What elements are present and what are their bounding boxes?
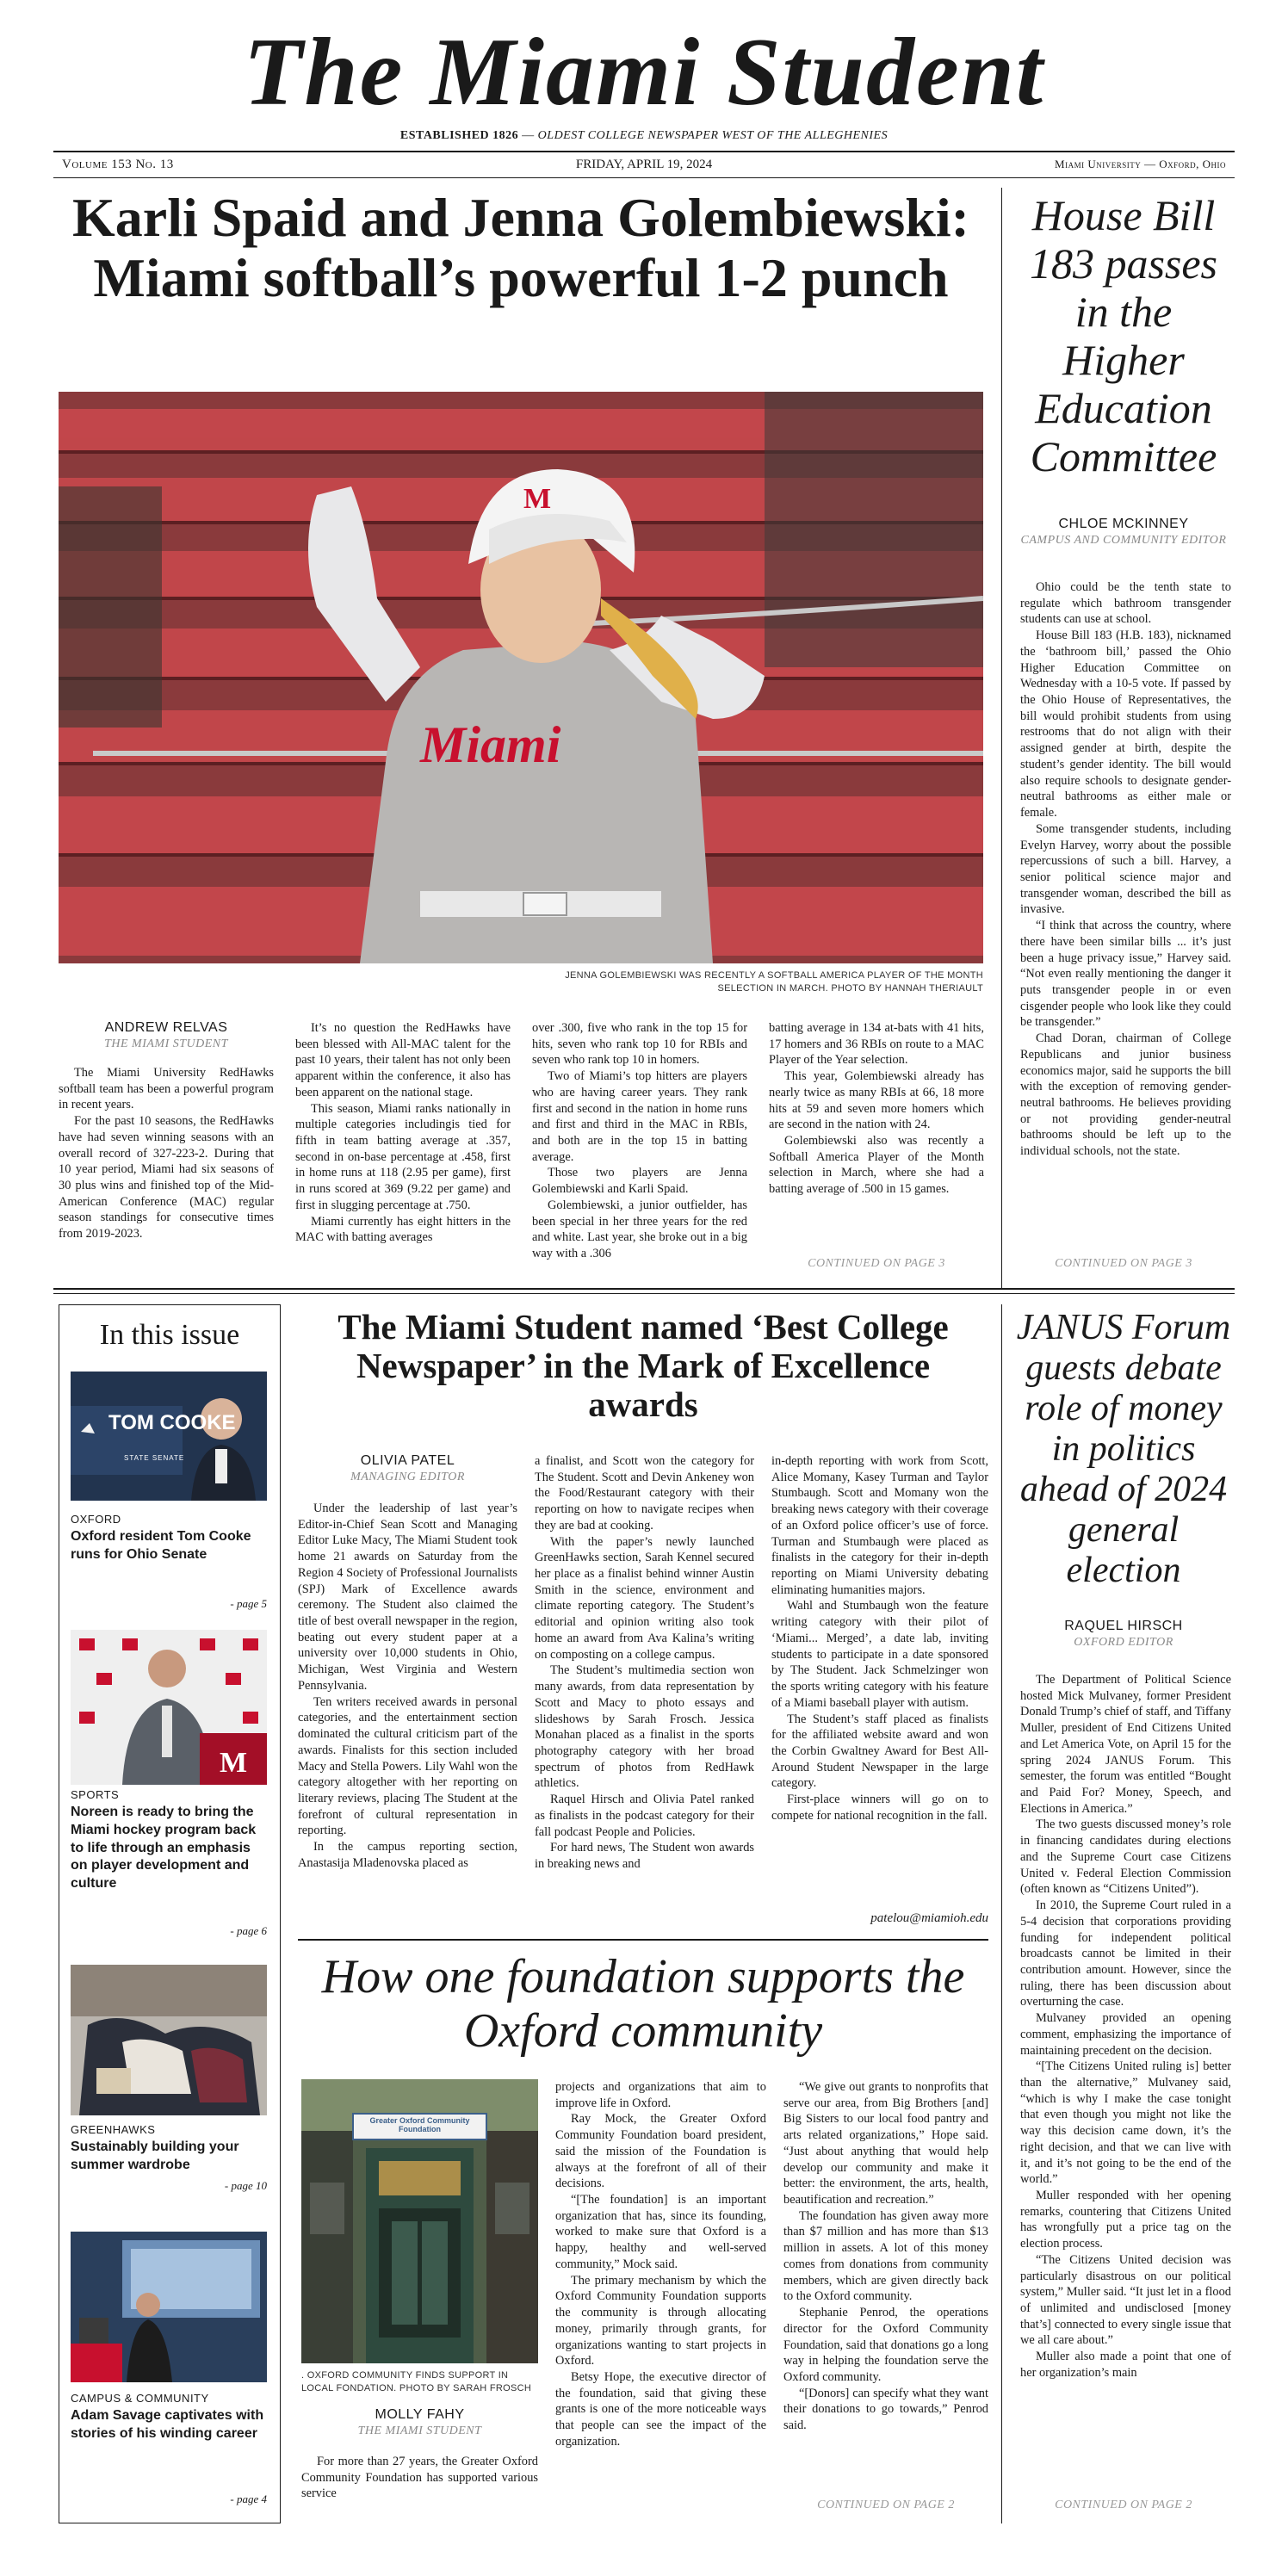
- foundation-caption: . OXFORD COMMUNITY FINDS SUPPORT IN LOCAL FONDATION. PHOTO BY SARAH FROSCH: [301, 2370, 532, 2393]
- masthead-title: The Miami Student: [243, 19, 1045, 126]
- foundation-col-2: [555, 2079, 766, 2450]
- softball-col2-p1: It’s no question the RedHawks have been blessed with All-MAC talent for the past 10 years, their talent has not only been apparent within the conference, it also has been apparent on the national stage.: [295, 1021, 511, 1099]
- janus-continued-link[interactable]: CONTINUED ON PAGE 2: [1055, 2499, 1192, 2511]
- softball-photo-art: [59, 392, 983, 963]
- janus-p3: In 2010, the Supreme Court ruled in a 5-4 decision that corporations providing funding for independent political broadcasts cannot be limited in their contribution amount. However, since the ruling, there has been discussion about overturning the case.: [1020, 1898, 1231, 2009]
- housebill-p3: Some transgender students, including Evelyn Harvey, worry about the possible repercussions of such a bill. Harvey, a senior political science major and transgender woman, described the bill as invasive.: [1020, 821, 1231, 917]
- newspaper-headline[interactable]: The Miami Student named ‘Best College Newspaper’ in the Mark of Excellence awards: [337, 1307, 949, 1425]
- masthead-tagline: [0, 129, 1288, 143]
- newspaper-col-3: [771, 1453, 988, 1824]
- newspaper-col2-p3: The Student’s multimedia section won many awards, from data representation by Scott and Macy to photo essays and slideshows by Sarah Frosch. Jessica Monahan placed as a finalist in the sports photography category with her broad spectrum of photos from RedHawk athletics.: [535, 1663, 754, 1791]
- softball-col3-p4: Golembiewski, a junior outfielder, has been special in her three years for the red and white. Last year, she broke out in a big way with a .306: [532, 1198, 747, 1261]
- softball-col-4: [769, 1020, 984, 1198]
- jersey-text: Miami: [420, 716, 561, 773]
- foundation-col3-p1: “We give out grants to nonprofits that serve our area, from Big Brothers [and] Big Sisters to our local food pantry and arts related organizations,” Hope said. “Just about anything that would help develop our community and make it better: the environment, the arts, health, beautification and recreation.”: [783, 2080, 988, 2208]
- newspaper-col3-p1: in-depth reporting with work from Scott, Alice Momany, Kasey Turman and Taylor Stumbaugh. Scott and Momany won the breaking news category with their coverage of an Oxford police officer’s use of force. Turman and Stumbaugh were placed as finalists in the category for their in-depth reporting on Miami University debating eliminating humanities majors.: [771, 1454, 988, 1597]
- newspaper-col3-p2: Wahl and Stumbaugh won the feature writing category with their pilot of ‘Miami... Merged’, a date lab, inviting students to participate in a date sponsored by The Student. Jack Schmelzinger won the sports writing category with his feature of a Miami baseball player with autism.: [771, 1599, 988, 1710]
- issue-item-2-section: SPORTS: [71, 1788, 120, 1801]
- tagline-separator: —: [522, 129, 535, 142]
- janus-author-role: OXFORD EDITOR: [1074, 1636, 1173, 1649]
- foundation-author: MOLLY FAHY: [375, 2407, 465, 2422]
- foundation-col2-p3: “[The foundation] is an important organization that has, since its founding, worked to make sure that Oxford is a happy, healthy and well-served community,” Mock said.: [555, 2193, 766, 2271]
- newspaper-col1-p3: In the campus reporting section, Anastasija Mladenovska placed as: [298, 1840, 517, 1870]
- janus-headline[interactable]: JANUS Forum guests debate role of money in politics ahead of 2024 general election: [1016, 1308, 1231, 1591]
- newspaper-author-role: MANAGING EDITOR: [350, 1471, 465, 1483]
- established-label: ESTABLISHED 1826: [399, 129, 519, 142]
- in-this-issue-title: In this issue: [99, 1319, 240, 1351]
- bottom-column-rule: [1001, 1304, 1002, 2523]
- foundation-sign: Greater Oxford Community Foundation: [369, 2116, 470, 2133]
- foundation-col2-p2: Ray Mock, the Greater Oxford Community Foundation board president, said the mission of the Foundation is always at the forefront of all of their decisions.: [555, 2112, 766, 2191]
- softball-col3-p2: Two of Miami’s top hitters are players who are having career years. They rank first and second in the nation in home runs and first and third in the MAC in RBIs, and both are in the top 15 in batting average.: [532, 1069, 747, 1164]
- svg-text:M: M: [523, 483, 552, 515]
- housebill-p4: “I think that across the country, where there have been similar bills ... it’s just been a huge privacy issue,” Harvey said. “Not even really mentioning the danger it puts transgender people in or even cisgender people who look like they could be transgender.”: [1020, 919, 1231, 1030]
- foundation-col-1: [301, 2454, 538, 2502]
- janus-p7: “The Citizens United decision was particularly disastrous on our political system,” Muller said. “It just let in a flood of unlimited and undisclosed [money that’s] connected to every single issue that we all care about.”: [1020, 2252, 1231, 2348]
- janus-author: RAQUEL HIRSCH: [1064, 1619, 1183, 1633]
- newspaper-col2-p2: With the paper’s newly launched GreenHawks section, Sarah Kennel secured her place as a finalist behind winner Austin Smith in the science, environment and climate reporting category. The Student’s editorial and opinion writing also took home an award from Ava Kalina’s writing on composting on a college campus.: [535, 1534, 754, 1662]
- janus-p1: The Department of Political Science hosted Mick Mulvaney, former President Donald Trump’s chief of staff, and Tiffany Muller, president of End Citizens United and Let America Vote, on April 15 for the spring 2024 JANUS Forum. This semester, the forum was entitled “Bought and Paid For? Money, Speech, and Elections in America.”: [1020, 1673, 1231, 1816]
- foundation-headline[interactable]: How one foundation supports the Oxford community: [321, 1950, 965, 2058]
- softball-col3-p1: over .300, five who rank in the top 15 for hits, seven who rank top 10 for RBIs and seven who rank top 10 in homers.: [532, 1021, 747, 1068]
- housebill-p5: Chad Doran, chairman of College Republicans and junior business economics major, said he supports the bill with the exception of removing gender-neutral bathrooms. He believes providing or not providing gender-neutral bathrooms should be left up to the individual schools, not the state.: [1020, 1031, 1231, 1159]
- hockey-coach-art: [71, 1630, 267, 1785]
- issue-item-4-page[interactable]: - page 4: [230, 2492, 267, 2505]
- newspaper-col1-p2: Ten writers received awards in personal categories, and the entertainment section dominated the cultural criticism part of the awards. Finalists for this section included Macy and Stella Powers. Lily Wahl won the category altogether with her reporting on literary reviews, placing The Student at the forefront of cultural representation in reporting.: [298, 1694, 517, 1838]
- janus-p2: The two guests discussed money’s role in financing candidates during elections and the Supreme Court case Citizens United v. Federal Election Commission (often known as “Citizens United”).: [1020, 1817, 1231, 1897]
- newspaper-email[interactable]: patelou@miamioh.edu: [870, 1911, 988, 1925]
- softball-photo: [59, 392, 983, 963]
- housebill-author-role: CAMPUS AND COMMUNITY EDITOR: [1020, 534, 1227, 547]
- folio-volume: Volume 153 No. 13: [62, 158, 174, 171]
- foundation-photo: [301, 2079, 538, 2363]
- issue-item-1-page[interactable]: - page 5: [230, 1597, 267, 1610]
- housebill-author: CHLOE MCKINNEY: [1058, 517, 1189, 531]
- janus-p6: Muller responded with her opening remarks, countering that Citizens United has wrongfully put a price tag on the election process.: [1020, 2189, 1231, 2251]
- fold-rule-top: [53, 1288, 1235, 1290]
- tom-cooke-name: TOM COOKE: [108, 1411, 236, 1434]
- newspaper-col2-p1: a finalist, and Scott won the category for The Student. Scott and Devin Ankeney won the Food/Restaurant category with their reporting on how to navigate recipes when they are bad at cooking.: [535, 1454, 754, 1533]
- housebill-p1: Ohio could be the tenth state to regulate which bathroom transgender students can use at school.: [1020, 580, 1231, 627]
- softball-col2-p2: This season, Miami ranks nationally in multiple categories includingis tied for fifth in team batting average at .357, second in on-base percentage at .458, first in home runs at 118 (2.95 per game), first in runs scored at 369 (9.22 per game) and first in slugging percentage at .750.: [295, 1101, 511, 1212]
- folio-date: FRIDAY, APRIL 19, 2024: [575, 158, 713, 171]
- svg-text:M: M: [219, 1747, 248, 1779]
- softball-col2-p3: Miami currently has eight hitters in the MAC with batting averages: [295, 1214, 511, 1245]
- issue-item-3-title[interactable]: Sustainably building your summer wardrobe: [71, 2139, 239, 2172]
- issue-item-4-title[interactable]: Adam Savage captivates with stories of his winding career: [71, 2408, 264, 2441]
- newspaper-col3-p3: The Student’s staff placed as finalists for the affiliated website award and won the Corbin Gwaltney Award for Best All-Around Student Newspaper in the large category.: [771, 1712, 988, 1791]
- issue-item-1-section: OXFORD: [71, 1513, 121, 1526]
- issue-item-3-section: GREENHAWKS: [71, 2123, 156, 2136]
- softball-col4-p1: batting average in 134 at-bats with 41 hits, 17 homers and 36 RBIs on route to a MAC Player of the Year selection.: [769, 1021, 984, 1068]
- softball-headline[interactable]: Karli Spaid and Jenna Golembiewski: Miami softball’s powerful 1-2 punch: [72, 187, 969, 309]
- newspaper-col-1: [298, 1501, 517, 1872]
- softball-author-role: THE MIAMI STUDENT: [104, 1037, 228, 1050]
- softball-col-3: [532, 1020, 747, 1262]
- adam-savage-art: [71, 2232, 267, 2382]
- foundation-author-role: THE MIAMI STUDENT: [357, 2424, 482, 2437]
- housebill-continued-link[interactable]: CONTINUED ON PAGE 3: [1055, 1257, 1192, 1270]
- foundation-continued-link[interactable]: CONTINUED ON PAGE 2: [817, 2499, 955, 2511]
- foundation-col1-p1: For more than 27 years, the Greater Oxford Community Foundation has supported various service: [301, 2455, 538, 2501]
- janus-p5: “[The Citizens United ruling is] better than the alternative,” Mulvaney said, “which is why I make the case tonight that even though you might not like the way this decision came down, it’s the right decision, and that we can live with it, and it’s not going to be the end of the world.”: [1020, 2059, 1231, 2187]
- tom-cooke-art: [71, 1372, 267, 1501]
- issue-item-3-photo[interactable]: [71, 1965, 267, 2115]
- foundation-col2-p1: projects and organizations that aim to improve life in Oxford.: [555, 2080, 766, 2110]
- wardrobe-art: [71, 1965, 267, 2115]
- foundation-col-3: [783, 2079, 988, 2434]
- issue-item-1-photo[interactable]: [71, 1372, 267, 1501]
- newspaper-col2-p5: For hard news, The Student won awards in breaking news and: [535, 1841, 754, 1871]
- foundation-col3-p3: Stephanie Penrod, the operations director for the Oxford Community Foundation, said that donations go a long way in helping the foundation serve the Oxford community.: [783, 2306, 988, 2384]
- foundation-col2-p4: The primary mechanism by which the Oxford Community Foundation supports the community is through allocating money, primarily through grants, for organizations wanting to start projects in Oxford.: [555, 2273, 766, 2369]
- issue-item-2-page[interactable]: - page 6: [230, 1924, 267, 1937]
- fold-rule-bottom: [53, 1293, 1235, 1294]
- softball-col-2: [295, 1020, 511, 1246]
- issue-item-1-title[interactable]: Oxford resident Tom Cooke runs for Ohio Senate: [71, 1529, 251, 1562]
- softball-caption: JENNA GOLEMBIEWSKI WAS RECENTLY A SOFTBALL AMERICA PLAYER OF THE MONTH SELECTION IN MARCH. PHOTO BY HANNAH THERIAULT: [565, 970, 983, 994]
- tagline-text: OLDEST COLLEGE NEWSPAPER WEST OF THE ALLEGHENIES: [537, 129, 889, 142]
- foundation-top-rule: [298, 1939, 988, 1941]
- folio-location: Miami University — Oxford, Ohio: [1055, 158, 1226, 170]
- newspaper-author: OLIVIA PATEL: [360, 1453, 455, 1468]
- issue-item-2-title[interactable]: Noreen is ready to bring the Miami hockey program back to life through an emphasis on player development and culture: [71, 1805, 257, 1892]
- top-column-rule: [1001, 188, 1002, 1288]
- newspaper-col2-p4: Raquel Hirsch and Olivia Patel ranked as finalists in the podcast category for their fall podcast People and Policies.: [535, 1793, 754, 1839]
- softball-col1-p2: For the past 10 seasons, the RedHawks have had seven winning seasons with an overall record of 327-223-2. During that 10 year period, Miami had six seasons of 30 plus wins and finished top of the Mid-American Conference (MAC) regular season standings for consecutive times from 2019-2023.: [59, 1114, 274, 1242]
- softball-col4-p3: Golembiewski also was recently a Softball America Player of the Month selection in March, where she had a batting average of .500 in 15 games.: [769, 1134, 984, 1197]
- newspaper-col3-p4: First-place winners will go on to compete for national recognition in the fall.: [771, 1793, 988, 1823]
- softball-col1-p1: The Miami University RedHawks softball team has been a powerful program in recent years.: [59, 1066, 274, 1112]
- foundation-col3-p4: “[Donors] can specify what they want their donations to go towards,” Penrod said.: [783, 2386, 988, 2433]
- folio-bottom-rule: [53, 177, 1235, 178]
- janus-p4: Mulvaney provided an opening comment, emphasizing the importance of maintaining precedent on the decision.: [1020, 2011, 1231, 2058]
- foundation-col2-p5: Betsy Hope, the executive director of the foundation, said that giving these grants is one of the more noticeable ways that people can see the impact of the organization.: [555, 2369, 766, 2449]
- newspaper-col-2: [535, 1453, 754, 1873]
- folio-top-rule: [53, 151, 1235, 152]
- softball-col4-p2: This year, Golembiewski already has nearly twice as many RBIs at 66, 18 more hits at 59 and seven more homers which are second in the nation with 24.: [769, 1069, 984, 1132]
- issue-item-4-section: CAMPUS & COMMUNITY: [71, 2392, 209, 2405]
- softball-col-1: [59, 1065, 274, 1242]
- housebill-p2: House Bill 183 (H.B. 183), nicknamed the ‘bathroom bill,’ passed the Ohio Higher Education Committee on Wednesday with a 10-5 vote. If passed by the Ohio House of Representatives, the bill would prohibit students from using restrooms that do not align with their assigned gender at birth, despite the student’s gender identity. The bill would also require schools to designate gender-neutral bathrooms as either male or female.: [1020, 629, 1231, 820]
- issue-item-2-photo[interactable]: [71, 1630, 267, 1785]
- janus-body: [1020, 1672, 1231, 2381]
- softball-col3-p3: Those two players are Jenna Golembiewski and Karli Spaid.: [532, 1166, 747, 1197]
- foundation-col3-p2: The foundation has given away more than $7 million and has more than $13 million in assets. A lot of this money comes from donations from community members, which are given directly back to the Oxford community.: [783, 2208, 988, 2304]
- janus-p8: Muller also made a point that one of her organization’s main: [1020, 2350, 1231, 2380]
- softball-continued-link[interactable]: CONTINUED ON PAGE 3: [808, 1257, 945, 1270]
- issue-item-3-page[interactable]: - page 10: [224, 2179, 267, 2192]
- newspaper-col1-p1: Under the leadership of last year’s Editor-in-Chief Sean Scott and Managing Editor Luke Macy, The Miami Student took home 21 awards on Saturday from the Region 4 Society of Professional Journalists (SPJ) Mark of Excellence awards ceremony. The Student also claimed the title of best overall newspaper in the region, beating out every student paper at a university over 10,000 students in Ohio, Michigan, West Virginia and Western Pennsylvania.: [298, 1502, 517, 1693]
- housebill-headline[interactable]: House Bill 183 passes in the Higher Education Committee: [1029, 191, 1218, 480]
- housebill-body: [1020, 579, 1231, 1160]
- softball-author: ANDREW RELVAS: [104, 1020, 228, 1035]
- tom-cooke-sub: STATE SENATE: [124, 1454, 185, 1462]
- issue-item-4-photo[interactable]: [71, 2232, 267, 2382]
